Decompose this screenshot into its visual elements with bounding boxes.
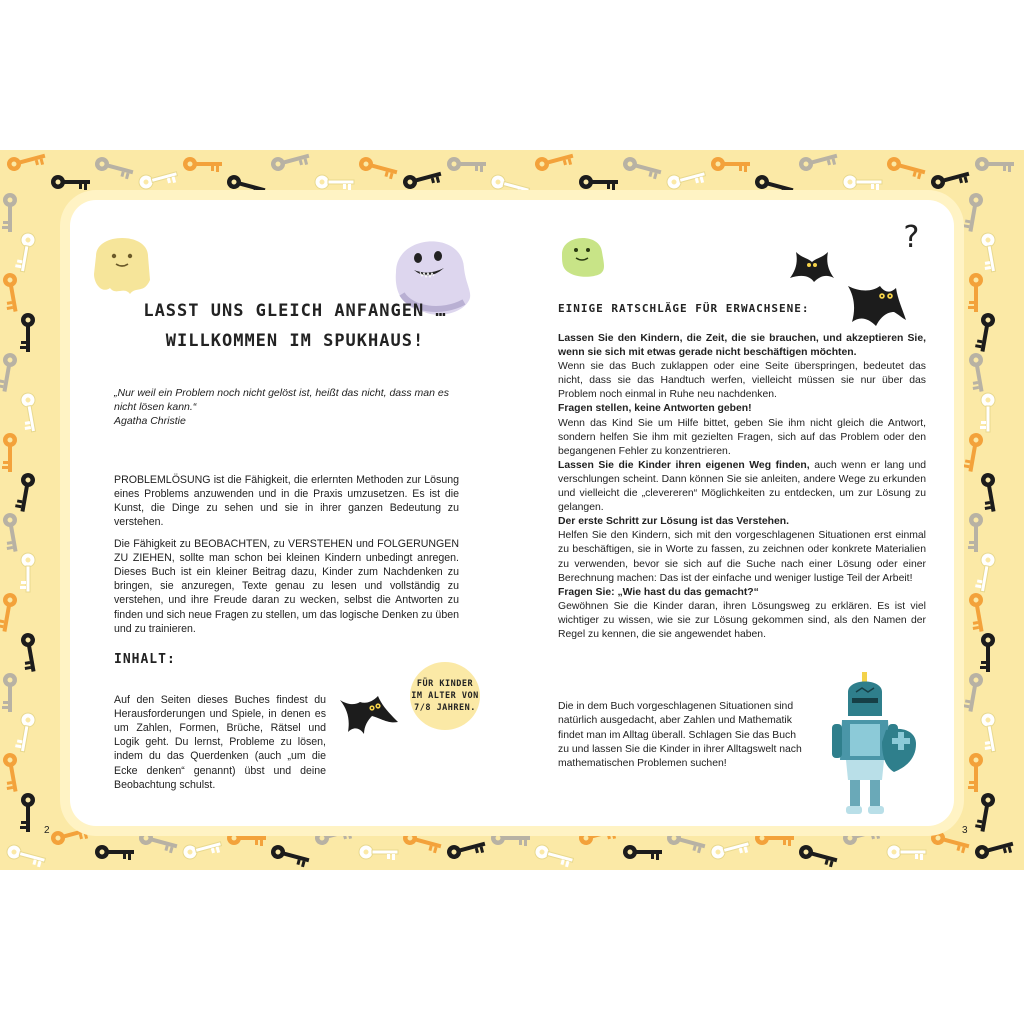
key-icon xyxy=(2,193,17,232)
bat-icon xyxy=(788,248,836,288)
key-icon xyxy=(49,823,91,848)
inhalt-heading: INHALT: xyxy=(114,652,176,667)
page-number-right: 3 xyxy=(962,825,968,836)
key-icon xyxy=(963,672,985,713)
knight-icon xyxy=(824,672,920,822)
bat-icon xyxy=(338,694,400,742)
inhalt-paragraph: Auf den Seiten dieses Buches findest du Herausforderungen und Spiele, in denen es um Zahlen, Formen, Brüche, Rätsel und Logik geht. Du lernst, Probleme zu lösen, indem du das Querdenken (auch „um die Ecke denken“ genannt) übst und deine Beobachtung schulst. xyxy=(114,693,326,791)
key-icon xyxy=(885,155,927,180)
key-icon xyxy=(533,150,575,174)
key-icon xyxy=(15,232,37,273)
key-icon xyxy=(2,673,17,712)
key-icon xyxy=(15,472,37,513)
title-line-1: LASST UNS GLEICH ANFANGEN … xyxy=(143,301,447,321)
key-icon xyxy=(968,513,983,552)
title-line-2: WILLKOMMEN IM SPUKHAUS! xyxy=(165,331,425,351)
key-icon xyxy=(975,552,997,593)
key-icon xyxy=(137,829,179,854)
key-icon xyxy=(19,392,41,433)
key-icon xyxy=(975,792,997,833)
key-icon xyxy=(929,167,971,192)
key-icon xyxy=(357,155,399,180)
key-icon xyxy=(755,831,794,846)
key-icon xyxy=(315,175,354,190)
key-icon xyxy=(979,472,1001,513)
quote-author: Agatha Christie xyxy=(114,415,186,427)
key-icon xyxy=(15,712,37,753)
age-bubble xyxy=(410,662,480,730)
yellow-ghost-icon xyxy=(86,220,158,300)
intro-paragraph-1: PROBLEMLÖSUNG ist die Fähigkeit, die erlernten Methoden zur Lösung eines Problems anzuwenden und in die Praxis umzusetzen. Es ist die Kunst, die Dinge zu sehen und sie in ihrer ganzen Bedeutung zu verstehen. xyxy=(114,473,459,529)
quote xyxy=(114,386,454,428)
key-icon xyxy=(577,823,619,848)
key-icon xyxy=(797,150,839,174)
key-icon xyxy=(963,192,985,233)
key-icon xyxy=(665,829,707,854)
key-icon xyxy=(1,752,23,793)
key-icon xyxy=(711,157,750,172)
bat-icon xyxy=(846,278,908,330)
key-icon xyxy=(445,837,487,862)
key-icon xyxy=(665,167,707,192)
closing-paragraph: Die in dem Buch vorgeschlagenen Situationen sind natürlich ausgedacht, aber Zahlen und Mathematik findet man im Alltag überall. Schlagen Sie das Buch zu und lassen Sie die Kinder in ihrer Alltagswelt nach mathematischen Problemen suchen! xyxy=(558,701,802,769)
tip-3-title: Lassen Sie die Kinder ihren eigenen Weg finden, xyxy=(558,459,810,471)
advice-tip-1 xyxy=(558,332,926,360)
age-bubble-text: FÜR KINDER IM ALTER VON 7/8 JAHREN. xyxy=(411,679,479,713)
key-icon xyxy=(491,831,530,846)
key-icon xyxy=(227,831,266,846)
key-icon xyxy=(269,843,311,868)
key-icon xyxy=(967,352,989,393)
key-icon xyxy=(623,845,662,860)
advice-list xyxy=(558,332,926,642)
advice-tip-3 xyxy=(558,459,926,515)
key-icon xyxy=(1,272,23,313)
key-icon xyxy=(797,843,839,868)
key-icon xyxy=(2,433,17,472)
key-icon xyxy=(843,175,882,190)
key-icon xyxy=(20,793,35,832)
key-icon xyxy=(401,829,443,854)
page-number-left: 2 xyxy=(44,825,50,836)
key-icon xyxy=(979,232,1001,273)
key-icon xyxy=(841,823,883,848)
key-icon xyxy=(709,837,751,862)
key-icon xyxy=(5,843,47,868)
key-icon xyxy=(533,843,575,868)
tip-5-title: Fragen Sie: „Wie hast du das gemacht?“ xyxy=(558,586,759,598)
key-icon xyxy=(968,753,983,792)
advice-tip-5 xyxy=(558,586,926,600)
key-icon xyxy=(887,845,926,860)
tip-4-text: Helfen Sie den Kindern, sich mit den vorgeschlagenen Situationen erst einmal zu beschäftigen, sie in Worte zu fassen, zu zeichnen oder konkrete Materialien zu verwenden, bevor sie sich auf die Suche nach einer Lösung oder einer Berechnung machen: Das ist der einfache und weniger lustige Teil der Arbeit! xyxy=(558,530,926,584)
key-icon xyxy=(93,155,135,180)
book-spread xyxy=(0,150,1024,870)
tip-5-text: Gewöhnen Sie die Kinder daran, ihren Lösungsweg zu erklären. Es ist viel wichtiger zu wissen, wie sie zur Lösung gekommen sind, als den Namen der Regel zu kennen, die sie angewendet haben. xyxy=(558,600,926,640)
key-icon xyxy=(975,312,997,353)
green-ghost-icon xyxy=(556,228,608,280)
tip-4-title: Der erste Schritt zur Lösung ist das Verstehen. xyxy=(558,516,789,528)
advice-tip-4 xyxy=(558,515,926,529)
key-icon xyxy=(269,150,311,174)
key-icon xyxy=(0,352,18,393)
key-icon xyxy=(313,823,355,848)
key-icon xyxy=(579,175,618,190)
key-icon xyxy=(447,157,486,172)
key-icon xyxy=(980,393,995,432)
question-mark-icon: ? xyxy=(902,220,922,255)
key-icon xyxy=(5,150,47,174)
key-icon xyxy=(20,313,35,352)
tip-2-text: Wenn das Kind Sie um Hilfe bittet, geben Sie ihm nicht gleich die Antwort, sondern helfen Sie ihm mit gezielten Fragen, sich auf das Problem oder den begangenen Fehler zu konzentrieren. xyxy=(558,417,926,457)
key-icon xyxy=(621,155,663,180)
key-icon xyxy=(20,553,35,592)
intro-paragraph-2: Die Fähigkeit zu BEOBACHTEN, zu VERSTEHEN und FOLGERUNGEN ZU ZIEHEN, sollte man schon bei kleinen Kindern unbedingt anregen. Dieses Buch ist ein kleiner Beitrag dazu, Kinder zum Nachdenken zu bringen, sie anzuregen, Texte genau zu lesen und vollständig zu verstehen, und ihre Freude daran zu wecken, selbst die Antworten zu finden und sich neue Fragen zu stellen, um das logische Denken zu üben und zu trainieren. xyxy=(114,537,459,635)
key-icon xyxy=(19,632,41,673)
key-icon xyxy=(95,845,134,860)
advice-tip-2 xyxy=(558,402,926,416)
tip-1-text: Wenn sie das Buch zuklappen oder eine Seite überspringen, bedeutet das nicht, dass sie das Handtuch werfen, vielleicht müssen sie nur über das Problem noch einmal in Ruhe neu nachdenken. xyxy=(558,361,926,401)
key-icon xyxy=(979,712,1001,753)
key-icon xyxy=(225,173,267,198)
key-icon xyxy=(0,592,18,633)
key-icon xyxy=(980,633,995,672)
quote-text: „Nur weil ein Problem noch nicht gelöst ist, heißt das nicht, dass man es nicht lösen kann.“ xyxy=(114,387,449,413)
tip-3-text: auch wenn er lang und verschlungen scheint. Dann können Sie sie anleiten, andere Wege zu erkunden und vielleicht die „clevereren“ Möglichkeiten zu entdecken, um zur Lösung zu gelangen. xyxy=(558,459,927,514)
key-icon xyxy=(967,592,989,633)
key-icon xyxy=(401,167,443,192)
right-page xyxy=(512,200,954,826)
page-area xyxy=(70,200,954,826)
key-icon xyxy=(963,432,985,473)
advice-heading: EINIGE RATSCHLÄGE FÜR ERWACHSENE: xyxy=(558,302,810,315)
key-icon xyxy=(975,157,1014,172)
tip-2-title: Fragen stellen, keine Antworten geben! xyxy=(558,403,752,415)
key-icon xyxy=(181,837,223,862)
key-icon xyxy=(973,837,1015,862)
key-icon xyxy=(137,167,179,192)
key-icon xyxy=(51,175,90,190)
left-page xyxy=(70,200,512,826)
key-icon xyxy=(968,273,983,312)
key-icon xyxy=(359,845,398,860)
key-icon xyxy=(753,173,795,198)
key-icon xyxy=(183,157,222,172)
key-icon xyxy=(1,512,23,553)
page-title xyxy=(130,296,460,356)
key-icon xyxy=(489,173,531,198)
tip-1-title: Lassen Sie den Kindern, die Zeit, die sie brauchen, und akzeptieren Sie, wenn sie sich mit etwas gerade nicht beschäftigen möchten. xyxy=(558,333,926,359)
